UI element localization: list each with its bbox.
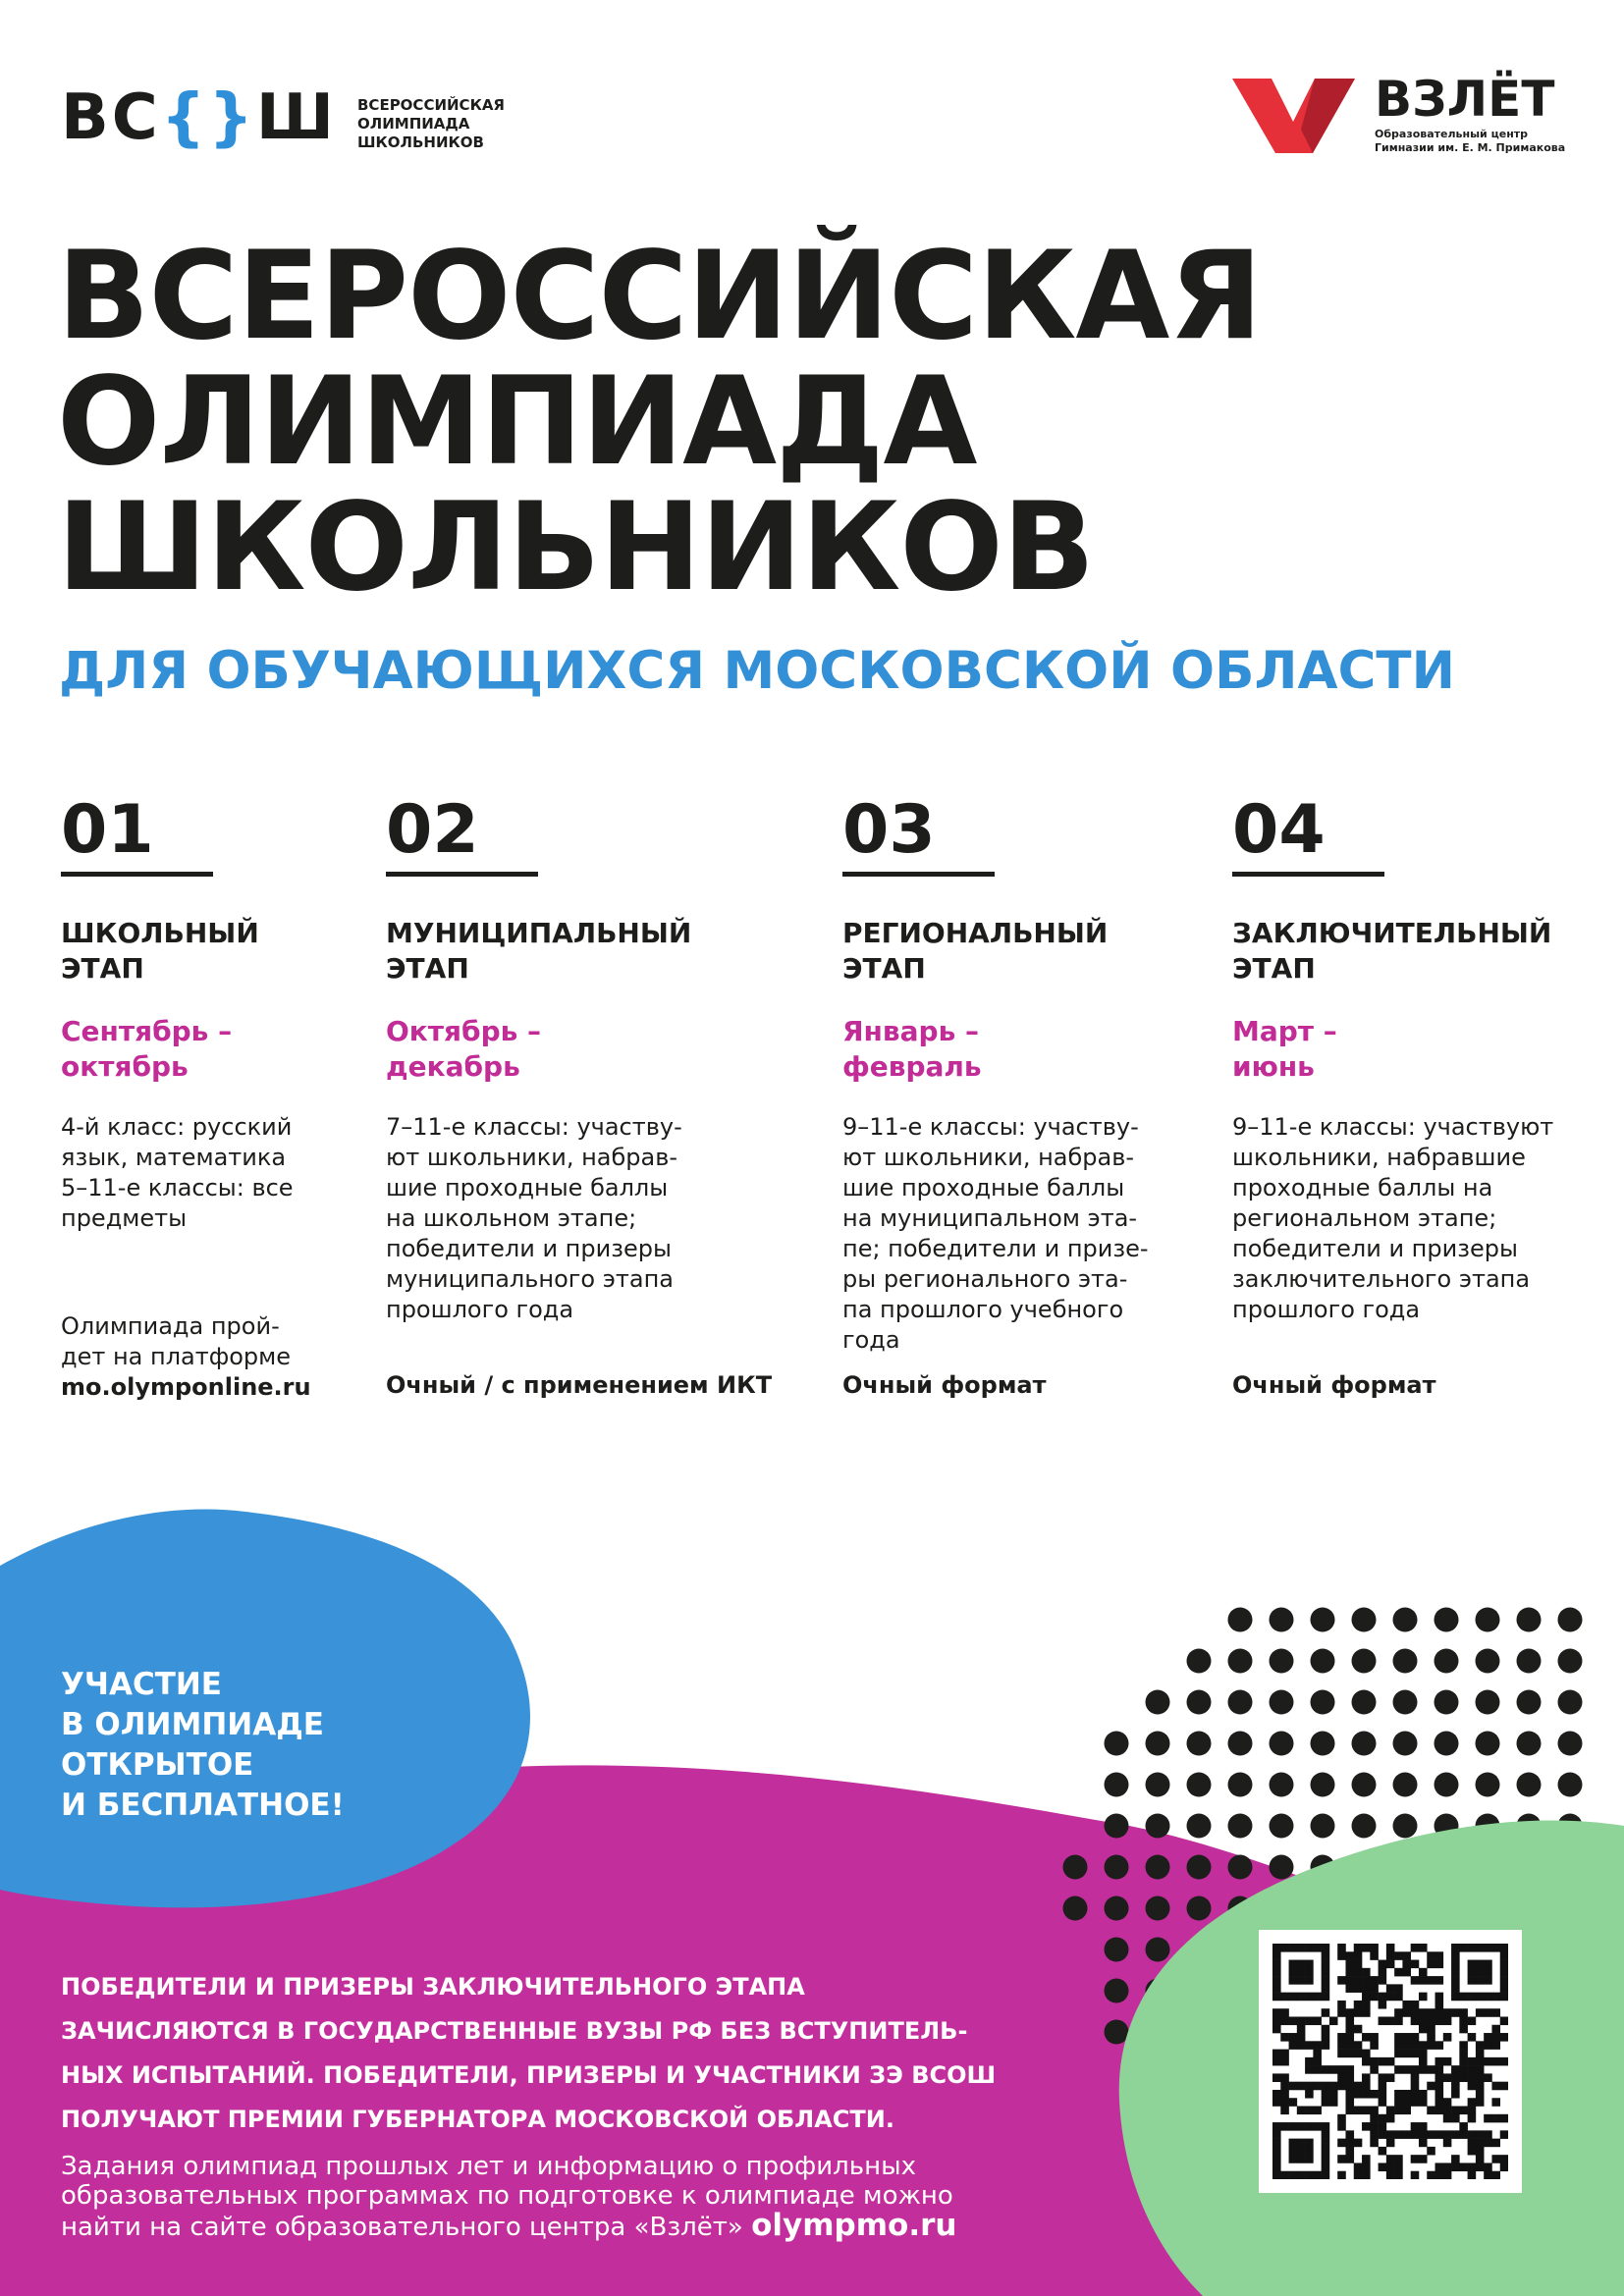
qr-code-pattern xyxy=(1272,1944,1508,2179)
tasks-info xyxy=(61,2152,1121,2242)
page-title xyxy=(57,226,1262,618)
stage-divider xyxy=(386,872,538,877)
stage-name: РЕГИОНАЛЬНЫЙ ЭТАП xyxy=(842,917,1109,985)
stage-divider xyxy=(842,872,995,877)
vzlet-logo-subtitle-line1: Образовательный центр xyxy=(1375,128,1529,140)
stage-dates: Октябрь – декабрь xyxy=(386,1015,542,1083)
stage-final-format: Очный формат xyxy=(1232,1371,1436,1399)
vsosh-logo-right: Ш xyxy=(255,81,337,154)
stage-regional xyxy=(842,791,1216,1356)
stage-regional-format: Очный формат xyxy=(842,1371,1047,1399)
stage-number: 03 xyxy=(842,791,936,869)
stage-number: 04 xyxy=(1232,791,1326,869)
page-title-line2: ОЛИМПИАДА xyxy=(57,351,977,493)
page-title-line1: ВСЕРОССИЙСКАЯ xyxy=(57,226,1262,367)
stage-description: 7–11-е классы: участву- ют школьники, набрав- шие проходные баллы на школьном этапе; победители и призеры муниципального этапа прошлого года xyxy=(386,1113,682,1323)
vsosh-logo-bracket-close: } xyxy=(208,81,256,154)
page-subtitle: ДЛЯ ОБУЧАЮЩИХСЯ МОСКОВСКОЙ ОБЛАСТИ xyxy=(59,641,1455,701)
stage-description: 9–11-е классы: участву- ют школьники, набрав- шие проходные баллы на муниципальном эта- пе; победители и призе- ры регионального эта- па прошлого учебного года xyxy=(842,1113,1149,1354)
stage-municipal-format: Очный / с применением ИКТ xyxy=(386,1371,773,1399)
stage-divider xyxy=(61,872,213,877)
olympmo-link[interactable]: olympmo.ru xyxy=(751,2208,957,2243)
winners-info: ПОБЕДИТЕЛИ И ПРИЗЕРЫ ЗАКЛЮЧИТЕЛЬНОГО ЭТАПА ЗАЧИСЛЯЮТСЯ В ГОСУДАРСТВЕННЫЕ ВУЗЫ РФ БЕЗ ВСТУПИТЕЛЬ- НЫХ ИСПЫТАНИЙ. ПОБЕДИТЕЛИ, ПРИЗЕРЫ И УЧАСТНИКИ ЗЭ ВСОШ ПОЛУЧАЮТ ПРЕМИИ ГУБЕРНАТОРА МОСКОВСКОЙ ОБЛАСТИ. xyxy=(61,1973,997,2133)
vzlet-logo-icon xyxy=(1232,79,1355,153)
vzlet-logo-subtitle xyxy=(1375,128,1571,155)
stage-school-note-text: Олимпиада прой- дет на платформе xyxy=(61,1312,292,1370)
stage-description: 4-й класс: русский язык, математика 5–11-е классы: все предметы xyxy=(61,1113,294,1232)
stage-description: 9–11-е классы: участвуют школьники, набравшие проходные баллы на региональном этапе; победители и призеры заключительного этапа прошлого года xyxy=(1232,1113,1554,1323)
vsosh-logo-left: ВС xyxy=(61,81,161,154)
stage-municipal xyxy=(386,791,779,1325)
vzlet-logo-subtitle-line2: Гимназии им. Е. М. Примакова xyxy=(1375,141,1566,154)
olymponline-link[interactable]: mo.olymponline.ru xyxy=(61,1373,311,1401)
stage-name: ЗАКЛЮЧИТЕЛЬНЫЙ ЭТАП xyxy=(1232,917,1552,985)
vsosh-logo xyxy=(61,81,337,154)
vsosh-logo-subtitle: ВСЕРОССИЙСКАЯ ОЛИМПИАДА ШКОЛЬНИКОВ xyxy=(357,96,505,151)
stage-name: МУНИЦИПАЛЬНЫЙ ЭТАП xyxy=(386,917,692,985)
stage-final xyxy=(1232,791,1605,1325)
vzlet-logo-title: ВЗЛЁТ xyxy=(1375,71,1555,128)
stage-name: ШКОЛЬНЫЙ ЭТАП xyxy=(61,917,259,985)
stage-number: 02 xyxy=(386,791,479,869)
stage-dates: Март – июнь xyxy=(1232,1015,1337,1083)
vsosh-logo-bracket-open: { xyxy=(160,81,209,154)
stage-number: 01 xyxy=(61,791,154,869)
stage-school xyxy=(61,791,355,1234)
stage-school-note xyxy=(61,1311,355,1403)
tasks-info-text: Задания олимпиад прошлых лет и информацию о профильных образовательных программах по подготовке к олимпиаде можно найти на сайте образовательного центра «Взлёт» xyxy=(61,2152,953,2242)
qr-code-icon[interactable] xyxy=(1259,1930,1522,2193)
stage-dates: Январь – февраль xyxy=(842,1015,982,1083)
stage-divider xyxy=(1232,872,1384,877)
free-participation-text: УЧАСТИЕ В ОЛИМПИАДЕ ОТКРЫТОЕ И БЕСПЛАТНОЕ! xyxy=(61,1667,345,1823)
stage-dates: Сентябрь – октябрь xyxy=(61,1015,233,1083)
page-title-line3: ШКОЛЬНИКОВ xyxy=(57,477,1095,618)
